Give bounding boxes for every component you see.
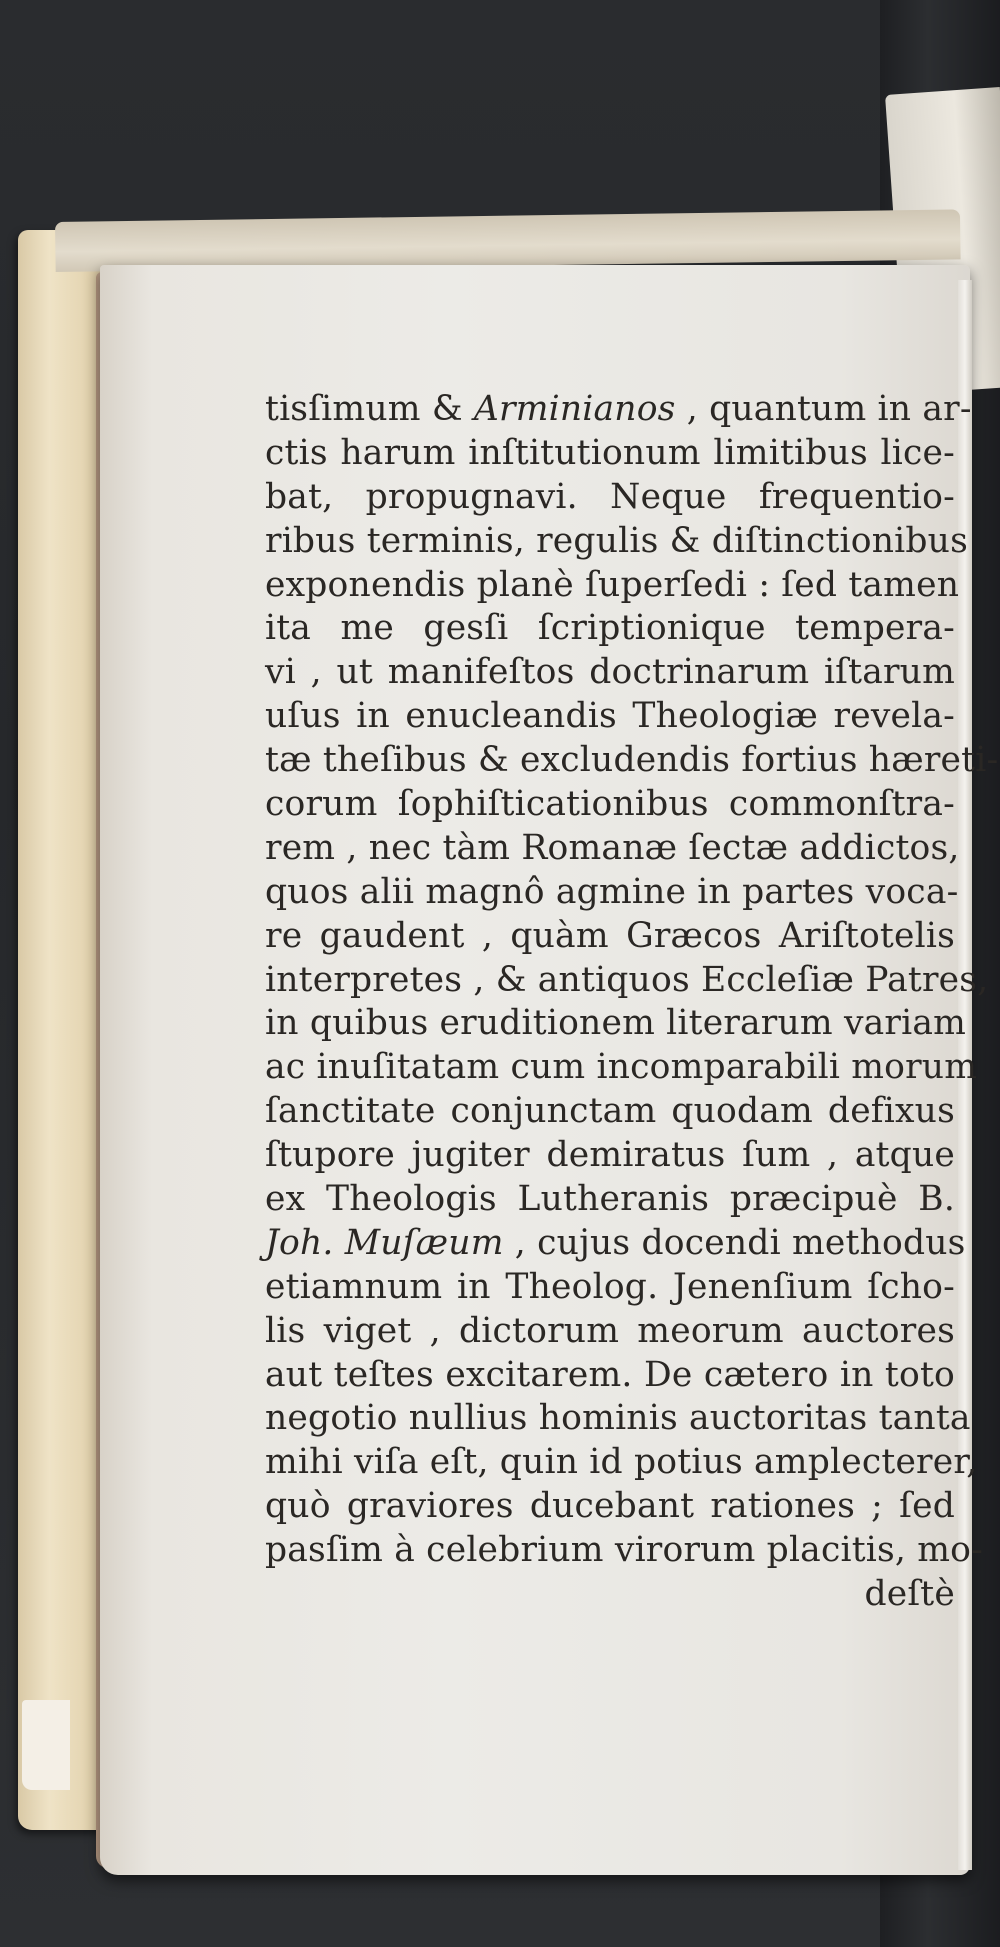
text-line: [265, 695, 955, 739]
text-run: quos alii magnô agmine in partes voca-: [265, 871, 959, 912]
text-line: [265, 915, 955, 959]
text-line: [265, 1222, 966, 1266]
text-run: bat, propugnavi. Neque frequentio-: [265, 476, 955, 517]
text-line: [265, 871, 959, 915]
text-run: interpretes , & antiquos Eccleſiæ Patres,: [265, 959, 989, 1000]
text-run: in quibus eruditionem literarum variam: [265, 1003, 967, 1044]
text-line: [265, 1441, 978, 1485]
text-run: aut teſtes excitarem. De cætero in toto: [265, 1354, 955, 1395]
text-run: , cujus docendi methodus: [503, 1222, 966, 1263]
text-run: pasſim à celebrium virorum placitis, mo-: [265, 1530, 983, 1571]
text-run: uſus in enucleandis Theologiæ revela-: [265, 696, 955, 737]
text-run: ita me gesſi ſcriptionique tempera-: [265, 608, 955, 649]
text-run: ribus terminis, regulis & diſtinctionibus: [265, 520, 969, 561]
text-line: [265, 607, 955, 651]
italic-name: Joh. Muſæum: [265, 1222, 504, 1263]
text-line: [265, 564, 960, 608]
text-run: quò graviores ducebant rationes ; ſed: [265, 1486, 955, 1527]
text-line: [265, 1090, 955, 1134]
text-line: [265, 827, 960, 871]
text-line: [265, 1354, 955, 1398]
text-line: [265, 1046, 978, 1090]
text-run: vi , ut manifeſtos doctrinarum iſtarum: [265, 652, 955, 693]
text-run: lis viget , dictorum meorum auctores: [265, 1310, 955, 1351]
text-line: [265, 1002, 967, 1046]
page-stack-corner: [22, 1700, 70, 1790]
text-run: , quantum in ar-: [675, 389, 972, 429]
text-run: corum ſophiſticationibus commonſtra-: [265, 784, 955, 825]
text-line: [265, 1529, 983, 1573]
text-line: [265, 388, 972, 432]
page-stack-edge: [18, 230, 108, 1830]
text-run: re gaudent , quàm Græcos Ariſtotelis: [265, 915, 955, 956]
text-run: etiamnum in Theolog. Jenenſium ſcho-: [265, 1266, 955, 1307]
text-line: [265, 1397, 971, 1441]
text-line: [265, 1134, 955, 1178]
text-run: ac inuſitatam cum incomparabili morum: [265, 1047, 978, 1088]
text-run: rem , nec tàm Romanæ ſectæ addictos,: [265, 827, 960, 868]
text-run: mihi viſa eſt, quin id potius amplecterer,: [265, 1442, 978, 1483]
italic-name: Arminianos: [473, 389, 676, 429]
text-run: ſtupore jugiter demiratus ſum , atque: [265, 1135, 955, 1176]
catchword: deſtè: [864, 1574, 955, 1615]
text-line: [265, 520, 969, 564]
text-run: ſanctitate conjunctam quodam defixus: [265, 1091, 955, 1132]
text-run: exponendis planè ſuperſedi : ſed tamen: [265, 564, 960, 605]
text-line: [265, 1310, 955, 1354]
text-run: tisſimum &: [265, 389, 474, 429]
page-text-block: [265, 388, 999, 1617]
text-line: [265, 1485, 955, 1529]
text-run: ex Theologis Lutheranis præcipuè B.: [265, 1179, 955, 1220]
text-line: [265, 432, 955, 476]
text-line: [265, 476, 955, 520]
text-run: tæ theſibus & excludendis fortius hæreti-: [265, 740, 999, 781]
text-line: [265, 1178, 955, 1222]
text-line: [265, 783, 955, 827]
book-top-edge: [55, 209, 961, 272]
text-run: negotio nullius hominis auctoritas tanta: [265, 1398, 971, 1439]
text-line: [265, 1266, 955, 1310]
text-line: [265, 739, 999, 783]
text-line: [265, 651, 955, 695]
text-line: [265, 959, 989, 1003]
text-run: ctis harum inſtitutionum limitibus lice-: [265, 432, 955, 473]
